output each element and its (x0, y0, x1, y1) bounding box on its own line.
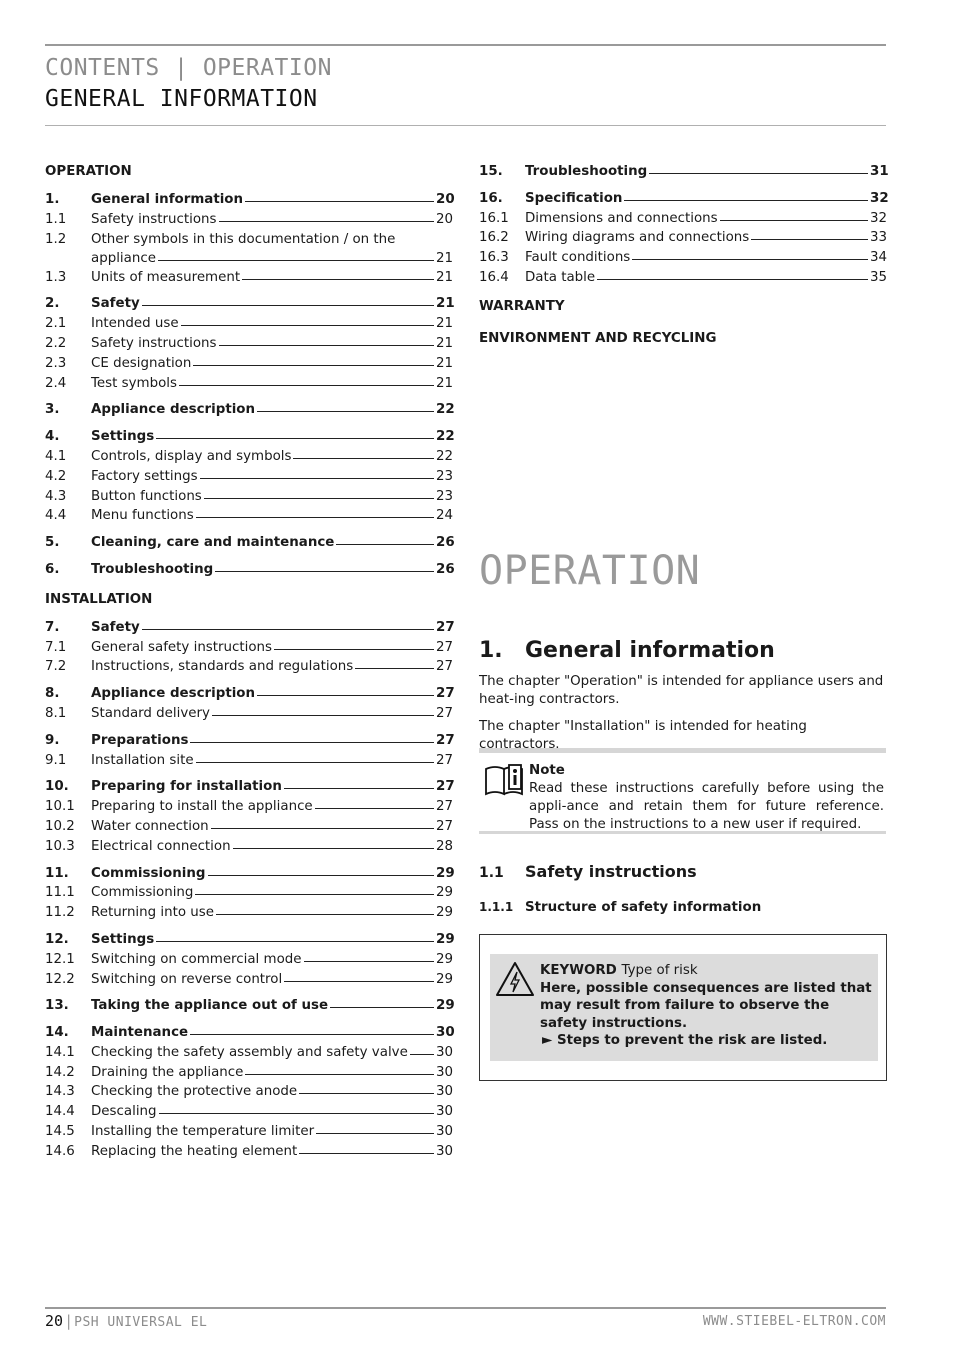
toc-chapter-entry[interactable] (45, 684, 455, 704)
toc-entry-title: Preparing to install the appliance (91, 799, 313, 815)
toc-leader-line (242, 279, 434, 280)
toc-entry-number: 6. (45, 561, 60, 577)
footer-left (45, 1312, 207, 1330)
toc-leader-line (274, 649, 434, 650)
toc-entry-page: 33 (870, 230, 888, 246)
toc-entry[interactable] (45, 230, 452, 249)
toc-entry-page: 27 (436, 659, 454, 675)
toc-entry-title: Commissioning (91, 865, 206, 881)
toc-entry-page: 28 (436, 838, 454, 854)
toc-entry-number: 13. (45, 998, 69, 1014)
toc-entry-page: 27 (436, 799, 454, 815)
toc-leader-line (190, 742, 434, 743)
footer-website[interactable]: WWW.STIEBEL-ELTRON.COM (702, 1314, 886, 1329)
toc-entry[interactable] (45, 354, 452, 374)
intro-paragraph-installation: The chapter "Installation" is intended for heating contractors. (479, 719, 807, 752)
toc-leader-line (751, 239, 868, 240)
toc-entry[interactable] (45, 1082, 452, 1102)
toc-entry[interactable] (45, 704, 452, 724)
heading-number: 1.1.1 (479, 900, 514, 914)
operation-title: OPERATION (479, 548, 701, 594)
toc-leader-line (216, 914, 434, 915)
toc-entry-page: 30 (436, 1104, 454, 1120)
step-marker-icon: ► (542, 1033, 553, 1048)
toc-entry[interactable] (45, 506, 452, 526)
toc-entry-number: 4. (45, 429, 60, 445)
toc-entry-page: 21 (436, 250, 454, 266)
toc-entry-continuation[interactable] (45, 249, 452, 268)
toc-leader-line (649, 173, 868, 174)
toc-leader-line (330, 1007, 434, 1008)
toc-leader-line (196, 762, 434, 763)
toc-entry-page: 34 (870, 250, 888, 266)
toc-leader-line (142, 305, 434, 306)
toc-entry-number: 14. (45, 1025, 69, 1041)
toc-entry-number: 2.2 (45, 335, 67, 351)
top-rule (45, 44, 886, 46)
note-title: Note (529, 763, 565, 778)
toc-leader-line (293, 458, 434, 459)
toc-entry-page: 27 (436, 779, 455, 795)
toc-entry-number: 1. (45, 192, 60, 207)
page-title: GENERAL INFORMATION (45, 86, 318, 112)
toc-entry-number: 7. (45, 619, 60, 635)
toc-entry-number: 2.4 (45, 375, 67, 391)
note-box (479, 748, 886, 834)
toc-entry-number: 10. (45, 779, 69, 795)
toc-entry-title: Commissioning (91, 885, 194, 901)
toc-leader-line (179, 385, 434, 386)
toc-entry-title: Descaling (91, 1104, 157, 1120)
toc-entry[interactable] (45, 334, 452, 354)
toc-entry-page: 29 (436, 865, 455, 881)
toc-left-column (45, 162, 455, 1162)
toc-entry-number: 4.1 (45, 448, 67, 464)
toc-entry-page: 21 (436, 355, 454, 371)
toc-entry[interactable] (45, 1142, 452, 1162)
toc-chapter-entry[interactable] (45, 1023, 455, 1043)
toc-entry-page: 22 (436, 448, 454, 464)
toc-leader-line (624, 200, 868, 201)
toc-entry-page: 22 (436, 402, 455, 418)
toc-leader-line (215, 571, 434, 572)
header-breadcrumb: CONTENTS | OPERATION (45, 55, 332, 81)
toc-entry-number: 12. (45, 931, 69, 947)
toc-leader-line (233, 848, 434, 849)
toc-chapter-entry[interactable] (45, 777, 455, 797)
toc-entry-title: Test symbols (91, 375, 177, 391)
toc-entry[interactable] (45, 210, 452, 230)
toc-leader-line (156, 941, 434, 942)
toc-entry-page: 35 (870, 269, 888, 285)
toc-entry[interactable] (45, 797, 452, 817)
toc-entry-page: 21 (436, 296, 455, 312)
toc-entry-title: Safety (91, 296, 140, 312)
toc-leader-line (245, 201, 434, 202)
toc-chapter-entry[interactable] (45, 618, 455, 638)
toc-entry-page: 29 (436, 885, 454, 901)
toc-entry-number: 14.6 (45, 1143, 75, 1159)
toc-entry-title: CE designation (91, 355, 192, 371)
toc-entry-title: Settings (91, 429, 155, 445)
toc-entry-title: Installation site (91, 752, 194, 768)
toc-entry[interactable] (45, 883, 452, 903)
toc-entry-number: 1.2 (45, 231, 67, 247)
toc-leader-line (299, 1153, 434, 1154)
toc-entry-page: 29 (436, 951, 454, 967)
toc-entry-number: 16.2 (479, 230, 509, 246)
toc-entry-number: 1.1 (45, 211, 67, 227)
toc-entry[interactable] (45, 751, 452, 771)
toc-entry[interactable] (45, 1102, 452, 1122)
toc-entry-title: Instructions, standards and regulations (91, 659, 354, 675)
toc-entry-title: Draining the appliance (91, 1064, 244, 1080)
toc-entry-page: 27 (436, 732, 455, 748)
toc-entry-page: 27 (436, 752, 454, 768)
toc-entry[interactable] (45, 657, 452, 677)
toc-leader-line (304, 961, 434, 962)
structure-heading (479, 900, 761, 915)
toc-entry-number: 4.2 (45, 468, 67, 484)
toc-entry-title: Intended use (91, 316, 179, 332)
toc-entry-title: Maintenance (91, 1025, 189, 1041)
toc-leader-line (196, 517, 434, 518)
toc-entry-number: 14.2 (45, 1064, 75, 1080)
toc-leader-line (193, 365, 434, 366)
toc-entry-title: Specification (525, 190, 623, 206)
toc-entry[interactable] (479, 228, 886, 248)
general-information-heading (479, 638, 775, 663)
safety-text (540, 962, 880, 1050)
toc-entry-title: Fault conditions (525, 250, 631, 266)
toc-section-heading: INSTALLATION (45, 591, 153, 607)
toc-entry[interactable] (45, 950, 452, 970)
safety-instructions-heading (479, 862, 697, 881)
toc-leader-line (597, 279, 868, 280)
toc-leader-line (156, 438, 434, 439)
toc-leader-line (142, 629, 434, 630)
toc-entry-number: 11.2 (45, 905, 75, 921)
toc-entry-page: 22 (436, 429, 455, 445)
footer-rule (45, 1307, 886, 1309)
product-name: PSH UNIVERSAL EL (74, 1315, 208, 1330)
toc-entry-number: 4.3 (45, 488, 67, 504)
toc-entry-number: 14.1 (45, 1044, 75, 1060)
toc-entry-page: 30 (436, 1044, 454, 1060)
toc-entry-number: 10.2 (45, 818, 75, 834)
heading-text: Safety instructions (525, 862, 697, 881)
toc-entry-title: Troubleshooting (91, 561, 214, 577)
toc-entry-title: Settings (91, 931, 155, 947)
toc-leader-line (299, 1093, 434, 1094)
toc-entry-title: Switching on commercial mode (91, 951, 302, 967)
toc-entry-page: 29 (436, 998, 455, 1014)
toc-entry-number: 7.2 (45, 659, 67, 675)
toc-entry-number: 2.3 (45, 355, 67, 371)
toc-entry-page: 26 (436, 535, 455, 551)
heading-text: Structure of safety information (525, 900, 762, 915)
toc-chapter-entry[interactable] (45, 864, 455, 884)
toc-entry-title: Switching on reverse control (91, 971, 283, 987)
toc-entry-number: 9. (45, 732, 60, 748)
toc-entry-page: 24 (436, 508, 454, 524)
toc-section-heading: OPERATION (45, 164, 132, 179)
toc-entry-title: Appliance description (91, 686, 256, 702)
toc-chapter-entry[interactable] (45, 560, 455, 580)
toc-entry-page: 29 (436, 931, 455, 947)
toc-entry-page: 30 (436, 1025, 455, 1041)
safety-info-box (490, 954, 878, 1061)
toc-entry-number: 8. (45, 686, 60, 702)
toc-entry-title: Taking the appliance out of use (91, 998, 329, 1014)
toc-entry[interactable] (45, 467, 452, 487)
toc-entry-number: 16. (479, 190, 503, 206)
safety-consequences: Here, possible consequences are listed that may result from failure to observe the safety instructions. (540, 980, 872, 1031)
toc-entry[interactable] (45, 447, 452, 467)
toc-entry-title: Data table (525, 269, 596, 285)
toc-entry-title: Appliance description (91, 402, 256, 418)
safety-info-frame (479, 934, 887, 1081)
toc-chapter-entry[interactable] (45, 731, 455, 751)
toc-entry-number: 7.1 (45, 639, 67, 655)
toc-entry-number: 15. (479, 164, 503, 179)
toc-leader-line (158, 260, 434, 261)
toc-entry-page: 21 (436, 375, 454, 391)
toc-entry-title: Safety (91, 619, 140, 635)
toc-chapter-entry[interactable] (45, 190, 455, 210)
toc-entry[interactable] (45, 314, 452, 334)
toc-entry-title: Preparations (91, 732, 189, 748)
toc-entry-title: appliance (91, 250, 156, 266)
toc-entry[interactable] (45, 903, 452, 923)
toc-entry-page: 31 (870, 164, 889, 179)
toc-entry-title: Electrical connection (91, 838, 231, 854)
toc-leader-line (284, 788, 434, 789)
header-divider (45, 125, 886, 126)
toc-entry-number: 16.4 (479, 269, 509, 285)
toc-entry-page: 30 (436, 1064, 454, 1080)
toc-entry[interactable] (45, 487, 452, 507)
toc-entry-page: 27 (436, 686, 455, 702)
toc-entry-page: 21 (436, 269, 454, 285)
toc-entry-page: 23 (436, 488, 454, 504)
heading-number: 1.1 (479, 865, 504, 881)
toc-entry-number: 11.1 (45, 885, 75, 901)
toc-right-column (479, 162, 889, 288)
toc-leader-line (284, 981, 434, 982)
toc-entry-page: 20 (436, 192, 455, 207)
toc-entry-page: 26 (436, 561, 455, 577)
toc-entry-title: Wiring diagrams and connections (525, 230, 750, 246)
toc-entry-page: 29 (436, 971, 454, 987)
toc-entry-title: Button functions (91, 488, 202, 504)
toc-warranty[interactable]: WARRANTY (479, 299, 565, 314)
toc-entry-page: 27 (436, 639, 454, 655)
toc-entry-page: 23 (436, 468, 454, 484)
toc-entry-title: Safety instructions (91, 211, 217, 227)
toc-entry-number: 16.3 (479, 250, 509, 266)
toc-entry-title: Factory settings (91, 468, 198, 484)
toc-chapter-entry[interactable] (45, 930, 455, 950)
heading-text: General information (525, 638, 775, 663)
page-number: 20 (45, 1312, 64, 1330)
toc-leader-line (336, 544, 434, 545)
toc-leader-line (219, 345, 434, 346)
toc-entry-page: 27 (436, 818, 454, 834)
toc-entry-page: 30 (436, 1143, 454, 1159)
toc-entry-title: Installing the temperature limiter (91, 1124, 315, 1140)
toc-entry-page: 20 (436, 211, 454, 227)
toc-entry[interactable] (479, 209, 886, 229)
warning-triangle-icon (494, 960, 536, 998)
toc-entry-title: Replacing the heating element (91, 1143, 298, 1159)
toc-leader-line (720, 220, 868, 221)
toc-entry-page: 21 (436, 335, 454, 351)
toc-entry-number: 14.4 (45, 1104, 75, 1120)
toc-entry-number: 12.1 (45, 951, 75, 967)
toc-leader-line (316, 1133, 434, 1134)
toc-entry-page: 30 (436, 1124, 454, 1140)
toc-entry[interactable] (45, 374, 452, 394)
toc-entry-title: Standard delivery (91, 705, 210, 721)
toc-leader-line (211, 828, 434, 829)
toc-entry[interactable] (45, 1043, 452, 1063)
toc-entry-title: Water connection (91, 818, 209, 834)
toc-chapter-entry[interactable] (45, 294, 455, 314)
toc-leader-line (204, 498, 434, 499)
toc-entry-number: 4.4 (45, 508, 67, 524)
toc-entry-number: 14.3 (45, 1084, 75, 1100)
toc-leader-line (245, 1074, 434, 1075)
toc-entry-page: 27 (436, 705, 454, 721)
toc-entry-page: 32 (870, 190, 889, 206)
toc-entry[interactable] (45, 1063, 452, 1083)
intro-paragraph-operation: The chapter "Operation" is intended for appliance users and heat-ing contractors. (479, 674, 884, 707)
toc-entry-number: 2. (45, 296, 60, 312)
toc-entry-title: Troubleshooting (525, 164, 648, 179)
toc-entry-number: 14.5 (45, 1124, 75, 1140)
footer-separator: | (66, 1312, 72, 1330)
toc-chapter-entry[interactable] (479, 189, 889, 209)
toc-entry-page: 29 (436, 905, 454, 921)
toc-leader-line (219, 221, 434, 222)
toc-entry-number: 11. (45, 865, 69, 881)
toc-chapter-entry[interactable] (45, 996, 455, 1016)
toc-entry-number: 12.2 (45, 971, 75, 987)
toc-chapter-entry[interactable] (479, 162, 889, 182)
toc-entry-title: Controls, display and symbols (91, 448, 292, 464)
toc-entry-title: Safety instructions (91, 335, 217, 351)
toc-entry-title: Returning into use (91, 905, 215, 921)
toc-entry-number: 10.3 (45, 838, 75, 854)
toc-entry-number: 9.1 (45, 752, 67, 768)
toc-entry-number: 8.1 (45, 705, 67, 721)
safety-step: Steps to prevent the risk are listed. (556, 1033, 828, 1048)
safety-keyword: KEYWORD (540, 963, 617, 978)
toc-entry-title: Units of measurement (91, 269, 241, 285)
toc-entry-number: 2.1 (45, 316, 67, 332)
toc-entry[interactable] (45, 817, 452, 837)
toc-entry[interactable] (479, 268, 886, 288)
toc-environment-recycling[interactable]: ENVIRONMENT AND RECYCLING (479, 331, 717, 346)
toc-entry-title: Checking the safety assembly and safety valve (91, 1044, 408, 1060)
toc-entry[interactable] (45, 837, 452, 857)
toc-leader-line (632, 259, 868, 260)
toc-entry[interactable] (45, 638, 452, 658)
toc-entry-title: Menu functions (91, 508, 194, 524)
toc-chapter-entry[interactable] (45, 427, 455, 447)
safety-risk-type: Type of risk (621, 963, 698, 978)
toc-leader-line (257, 411, 434, 412)
toc-entry-number: 1.3 (45, 269, 67, 285)
toc-entry-title: Cleaning, care and maintenance (91, 535, 335, 551)
toc-leader-line (190, 1034, 434, 1035)
toc-entry-title: Dimensions and connections (525, 210, 718, 226)
toc-leader-line (195, 894, 434, 895)
note-text: Read these instructions carefully before using the appli-ance and retain them for future reference. Pass on the instructions to a new user if required. (529, 781, 884, 832)
toc-entry-number: 10.1 (45, 799, 75, 815)
toc-leader-line (181, 325, 434, 326)
toc-entry-number: 5. (45, 535, 60, 551)
toc-entry[interactable] (45, 970, 452, 990)
toc-entry[interactable] (45, 268, 452, 288)
toc-entry-title: Preparing for installation (91, 779, 282, 795)
toc-entry-title: General information (91, 192, 244, 207)
toc-chapter-entry[interactable] (45, 400, 455, 420)
toc-entry-title: General safety instructions (91, 639, 273, 655)
toc-leader-line (212, 715, 434, 716)
toc-entry-title: Checking the protective anode (91, 1084, 298, 1100)
toc-entry-page: 21 (436, 316, 454, 332)
toc-entry-page: 27 (436, 619, 455, 635)
heading-number: 1. (479, 638, 503, 663)
toc-entry-number: 16.1 (479, 210, 509, 226)
toc-leader-line (257, 695, 434, 696)
toc-leader-line (200, 478, 434, 479)
book-info-icon (483, 761, 525, 797)
toc-entry-number: 3. (45, 402, 60, 418)
toc-entry[interactable] (479, 248, 886, 268)
toc-chapter-entry[interactable] (45, 533, 455, 553)
toc-leader-line (315, 808, 434, 809)
toc-entry-page: 30 (436, 1084, 454, 1100)
toc-leader-line (355, 668, 434, 669)
toc-entry-title: Other symbols in this documentation / on the (91, 231, 396, 247)
toc-leader-line (208, 875, 435, 876)
toc-entry[interactable] (45, 1122, 452, 1142)
toc-entry-page: 32 (870, 210, 888, 226)
toc-leader-line (159, 1113, 434, 1114)
toc-leader-line (410, 1054, 434, 1055)
